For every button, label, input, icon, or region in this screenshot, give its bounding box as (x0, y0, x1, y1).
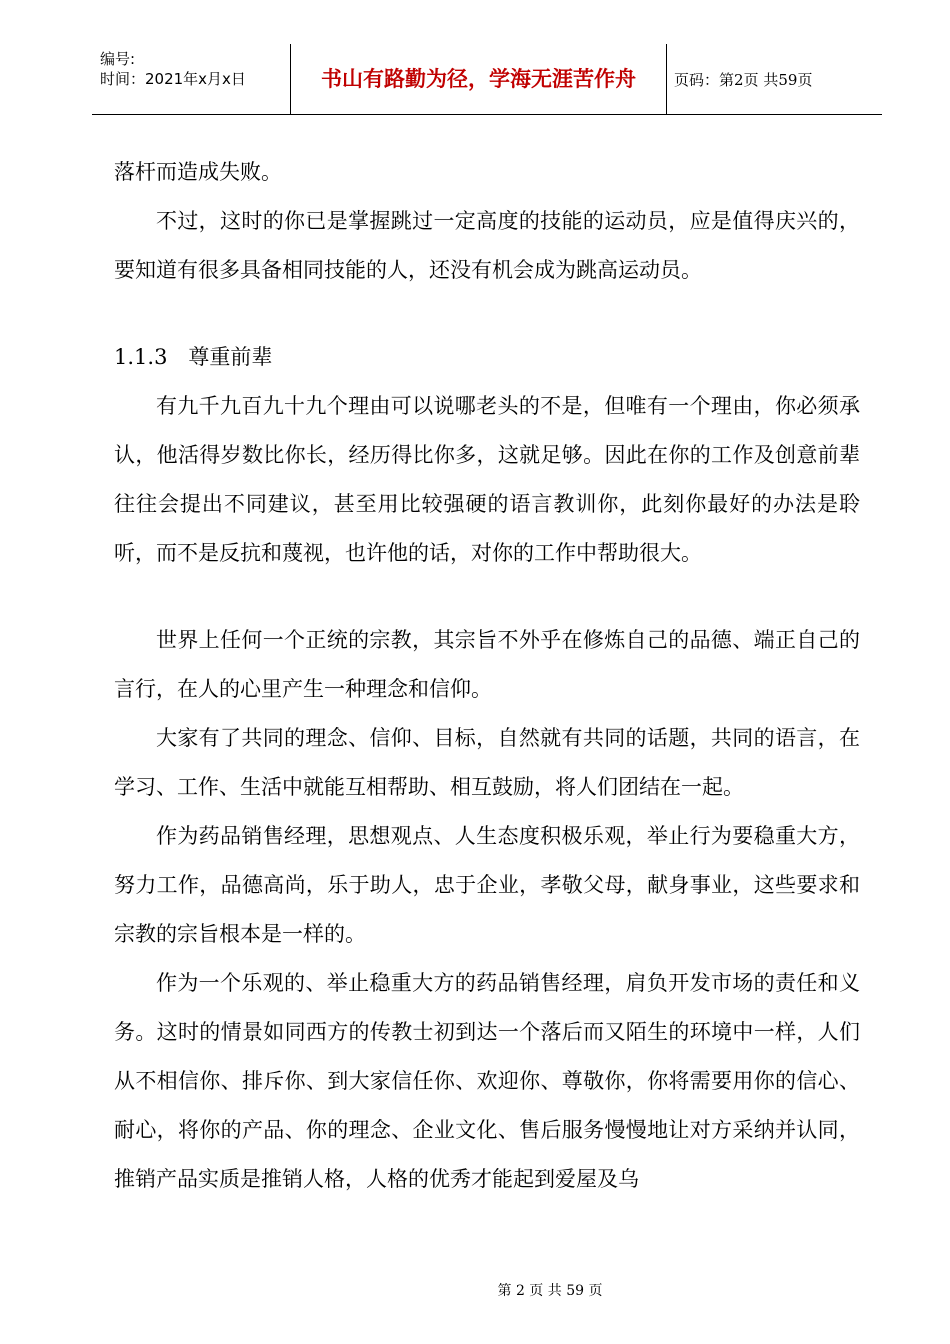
document-body (114, 148, 860, 1204)
paragraph: 作为一个乐观的、举止稳重大方的药品销售经理，肩负开发市场的责任和义务。这时的情景如同西方的传教士初到达一个落后而又陌生的环境中一样，人们从不相信你、排斥你、到大家信任你、欢迎你、尊敬你，你将需要用你的信心、耐心，将你的产品、你的理念、企业文化、售后服务慢慢地让对方采纳并认同，推销产品实质是推销人格，人格的优秀才能起到爱屋及乌 (114, 971, 860, 1191)
time-label: 时间：2021年x月x日 (100, 70, 246, 88)
page-label: 页码：第 (674, 71, 735, 89)
paragraph: 大家有了共同的理念、信仰、目标，自然就有共同的话题，共同的语言，在学习、工作、生活中就能互相帮助、相互鼓励，将人们团结在一起。 (114, 726, 860, 799)
page-end: 页 (797, 71, 813, 89)
header-divider (666, 44, 667, 114)
paragraph: 作为药品销售经理，思想观点、人生态度积极乐观，举止行为要稳重大方，努力工作，品德高尚，乐于助人，忠于企业，孝敬父母，献身事业，这些要求和宗教的宗旨根本是一样的。 (114, 824, 860, 946)
serial-label: 编号: (100, 50, 136, 68)
section-title: 1.1.3 尊重前辈 (114, 345, 273, 369)
header-meta (100, 49, 290, 89)
header-page-info (674, 44, 812, 114)
paragraph: 落杆而造成失败。 (114, 160, 282, 184)
page-number: 2 (734, 71, 744, 89)
page-footer: 第 2 页 共 59 页 (497, 1283, 603, 1299)
header-motto: 书山有路勤为径，学海无涯苦作舟 (321, 67, 636, 91)
paragraph: 有九千九百九十九个理由可以说哪老头的不是，但唯有一个理由，你必须承认，他活得岁数比你长，经历得比你多，这就足够。因此在你的工作及创意前辈往往会提出不同建议，甚至用比较强硬的语言教训你，此刻你最好的办法是聆听，而不是反抗和蔑视，也许他的话，对你的工作中帮助很大。 (114, 394, 860, 565)
page-mid: 页 共 (743, 71, 779, 89)
page-total: 59 (778, 71, 798, 89)
paragraph: 不过，这时的你已是掌握跳过一定高度的技能的运动员，应是值得庆兴的，要知道有很多具备相同技能的人，还没有机会成为跳高运动员。 (114, 209, 860, 282)
page-header (92, 44, 882, 115)
paragraph: 世界上任何一个正统的宗教，其宗旨不外乎在修炼自己的品德、端正自己的言行，在人的心里产生一种理念和信仰。 (114, 628, 860, 701)
